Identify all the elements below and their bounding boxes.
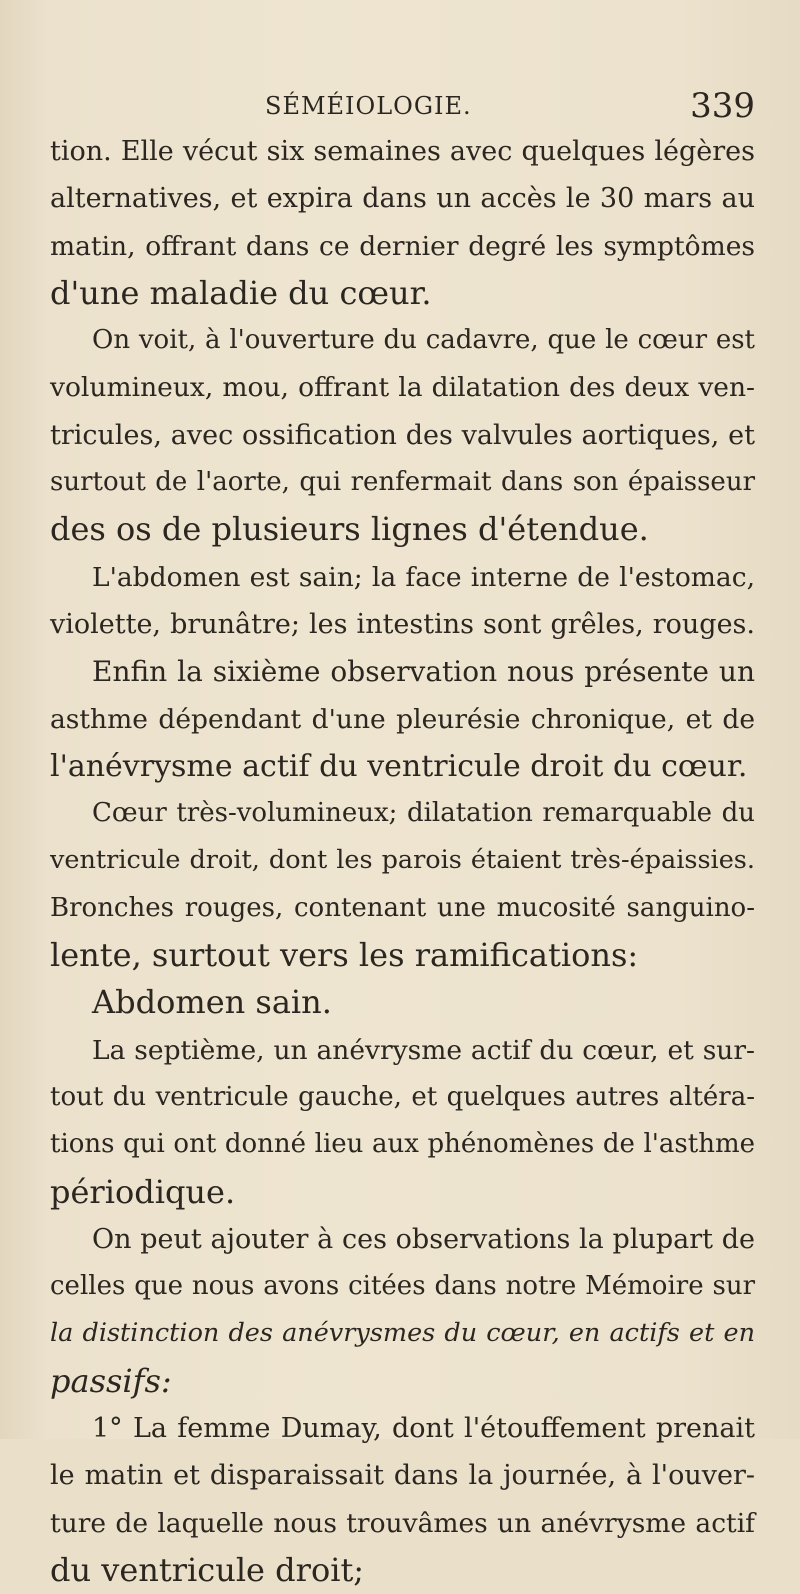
text-line: tions qui ont donné lieu aux phénomènes de l'asthme: [50, 1129, 755, 1160]
text-line: Cœur très-volumineux; dilatation remarquable du: [92, 798, 755, 829]
text-line: volumineux, mou, offrant la dilatation des deux ven-: [50, 372, 755, 404]
text-line: ture de laquelle nous trouvâmes un anévrysme actif: [50, 1507, 755, 1539]
text-line: violette, brunâtre; les intestins sont grêles, rouges.: [50, 608, 755, 640]
page-number: 339: [690, 86, 755, 126]
text-line: lente, surtout vers les ramifications:: [50, 936, 639, 975]
text-line: tout du ventricule gauche, et quelques autres altéra-: [50, 1081, 755, 1112]
running-head: SÉMÉIOLOGIE.: [265, 92, 472, 120]
page-header: [50, 88, 755, 128]
text-line: périodique.: [50, 1172, 236, 1211]
text-line: des os de plusieurs lignes d'étendue.: [50, 510, 649, 549]
text-line: tion. Elle vécut six semaines avec quelques légères: [50, 136, 755, 167]
text-line: On voit, à l'ouverture du cadavre, que le cœur est: [92, 325, 755, 356]
text-line: surtout de l'aorte, qui renfermait dans son épaisseur: [50, 467, 755, 498]
text-line: alternatives, et expira dans un accès le 30 mars au: [50, 183, 755, 215]
text-line: passifs:: [50, 1361, 172, 1400]
text-line: la distinction des anévrysmes du cœur, en actifs et en: [50, 1318, 755, 1349]
text-line: tricules, avec ossification des valvules aortiques, et: [50, 419, 755, 451]
text-line: du ventricule droit;: [50, 1550, 365, 1589]
text-line: le matin et disparaissait dans la journée, à l'ouver-: [50, 1460, 755, 1492]
text-line: d'une maladie du cœur.: [50, 273, 432, 312]
text-line: asthme dépendant d'une pleurésie chronique, et de: [50, 703, 755, 735]
text-line: matin, offrant dans ce dernier degré les symptômes: [50, 230, 755, 262]
text-line: Abdomen sain.: [92, 983, 332, 1022]
text-line: La septième, un anévrysme actif du cœur, et sur-: [92, 1034, 755, 1066]
text-line: l'anévrysme actif du ventricule droit du cœur.: [50, 748, 748, 784]
text-line: Bronches rouges, contenant une mucosité sanguino-: [50, 892, 755, 923]
text-line: Enfin la sixième observation nous présente un: [92, 655, 755, 689]
text-line: ventricule droit, dont les parois étaient très-épaissies.: [50, 845, 755, 876]
text-line: 1° La femme Dumay, dont l'étouffement prenait: [92, 1413, 755, 1445]
body-text: [50, 128, 755, 1594]
text-line: On peut ajouter à ces observations la plupart de: [92, 1223, 755, 1255]
text-line: celles que nous avons citées dans notre Mémoire sur: [50, 1271, 755, 1302]
text-line: L'abdomen est sain; la face interne de l'estomac,: [92, 561, 755, 593]
